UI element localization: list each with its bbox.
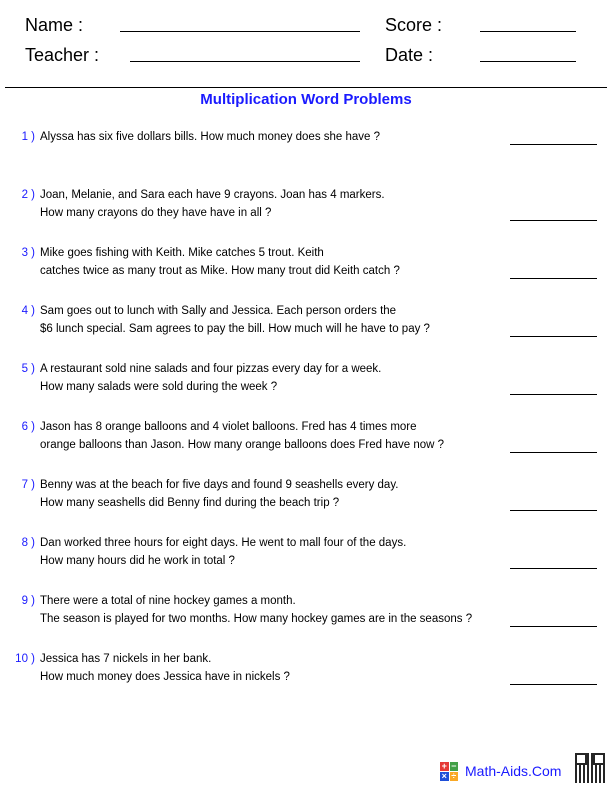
problem-number: 8 ) (21, 537, 35, 549)
answer-line[interactable] (510, 336, 597, 337)
problem-text-line: Joan, Melanie, and Sara each have 9 crayons. Joan has 4 markers. (40, 189, 385, 201)
date-field-line[interactable] (480, 61, 576, 62)
answer-line[interactable] (510, 684, 597, 685)
name-field-line[interactable] (120, 31, 360, 32)
teacher-label: Teacher : (25, 45, 100, 65)
problem-text-line: The season is played for two months. How many hockey games are in the seasons ? (40, 613, 473, 625)
score-label: Score : (385, 15, 443, 35)
score-field-line[interactable] (480, 31, 576, 32)
problem-text-line (40, 146, 380, 164)
answer-line[interactable] (510, 278, 597, 279)
answer-line[interactable] (510, 394, 597, 395)
problem-text-line: A restaurant sold nine salads and four pizzas every day for a week. (40, 363, 382, 375)
problem-text-line: How many seashells did Benny find during the beach trip ? (40, 497, 340, 509)
problem-number: 6 ) (21, 421, 35, 433)
calculator-logo-icon (440, 762, 458, 780)
footer-brand (440, 762, 561, 780)
problem-text (40, 592, 472, 628)
problem-text (40, 476, 398, 512)
logo-symbol: − (451, 761, 457, 771)
problem-text-line: How much money does Jessica have in nickels ? (40, 671, 290, 683)
problem-text-line: catches twice as many trout as Mike. How many trout did Keith catch ? (40, 265, 400, 277)
worksheet-title: Multiplication Word Problems (200, 91, 412, 108)
answer-line[interactable] (510, 568, 597, 569)
problem-text-line: Alyssa has six five dollars bills. How much money does she have ? (40, 131, 381, 143)
problem-text-line: Mike goes fishing with Keith. Mike catches 5 trout. Keith (40, 247, 324, 259)
problem-number: 5 ) (21, 363, 35, 375)
answer-line[interactable] (510, 220, 597, 221)
problem-text-line: Jason has 8 orange balloons and 4 violet balloons. Fred has 4 times more (40, 421, 417, 433)
problem-text-line: Dan worked three hours for eight days. He went to mall four of the days. (40, 537, 407, 549)
answer-line[interactable] (510, 452, 597, 453)
logo-symbol: ÷ (451, 771, 457, 781)
problem-number: 3 ) (21, 247, 35, 259)
problem-number: 9 ) (21, 595, 35, 607)
problem-text (40, 360, 381, 396)
brand-name: Math-Aids.Com (465, 763, 562, 779)
answer-line[interactable] (510, 144, 597, 145)
problem-text (40, 244, 400, 280)
problem-text-line: $6 lunch special. Sam agrees to pay the bill. How much will he have to pay ? (40, 323, 430, 335)
header-divider (5, 87, 607, 88)
problem-text-line: There were a total of nine hockey games a month. (40, 595, 296, 607)
problem-text-line: Sam goes out to lunch with Sally and Jessica. Each person orders the (40, 305, 397, 317)
problem-text-line: Benny was at the beach for five days and found 9 seashells every day. (40, 479, 399, 491)
problem-number: 1 ) (21, 131, 35, 143)
problem-text (40, 186, 385, 222)
problem-text-line: orange balloons than Jason. How many orange balloons does Fred have now ? (40, 439, 445, 451)
problem-text (40, 534, 406, 570)
problem-text-line: How many salads were sold during the week ? (40, 381, 278, 393)
problem-text (40, 302, 430, 338)
qr-code-icon (575, 753, 605, 783)
teacher-field-line[interactable] (130, 61, 360, 62)
name-label: Name : (25, 15, 84, 35)
answer-line[interactable] (510, 510, 597, 511)
problem-text (40, 650, 290, 686)
problem-text-line: How many crayons do they have have in all ? (40, 207, 272, 219)
problem-number: 7 ) (21, 479, 35, 491)
logo-symbol: + (441, 761, 447, 771)
problem-text-line: How many hours did he work in total ? (40, 555, 235, 567)
problem-number: 2 ) (21, 189, 35, 201)
problem-text (40, 128, 380, 164)
problem-number: 10 ) (15, 653, 35, 665)
answer-line[interactable] (510, 626, 597, 627)
date-label: Date : (385, 45, 434, 65)
problem-text (40, 418, 444, 454)
logo-symbol: × (441, 771, 447, 781)
problem-text-line: Jessica has 7 nickels in her bank. (40, 653, 212, 665)
problem-number: 4 ) (21, 305, 35, 317)
